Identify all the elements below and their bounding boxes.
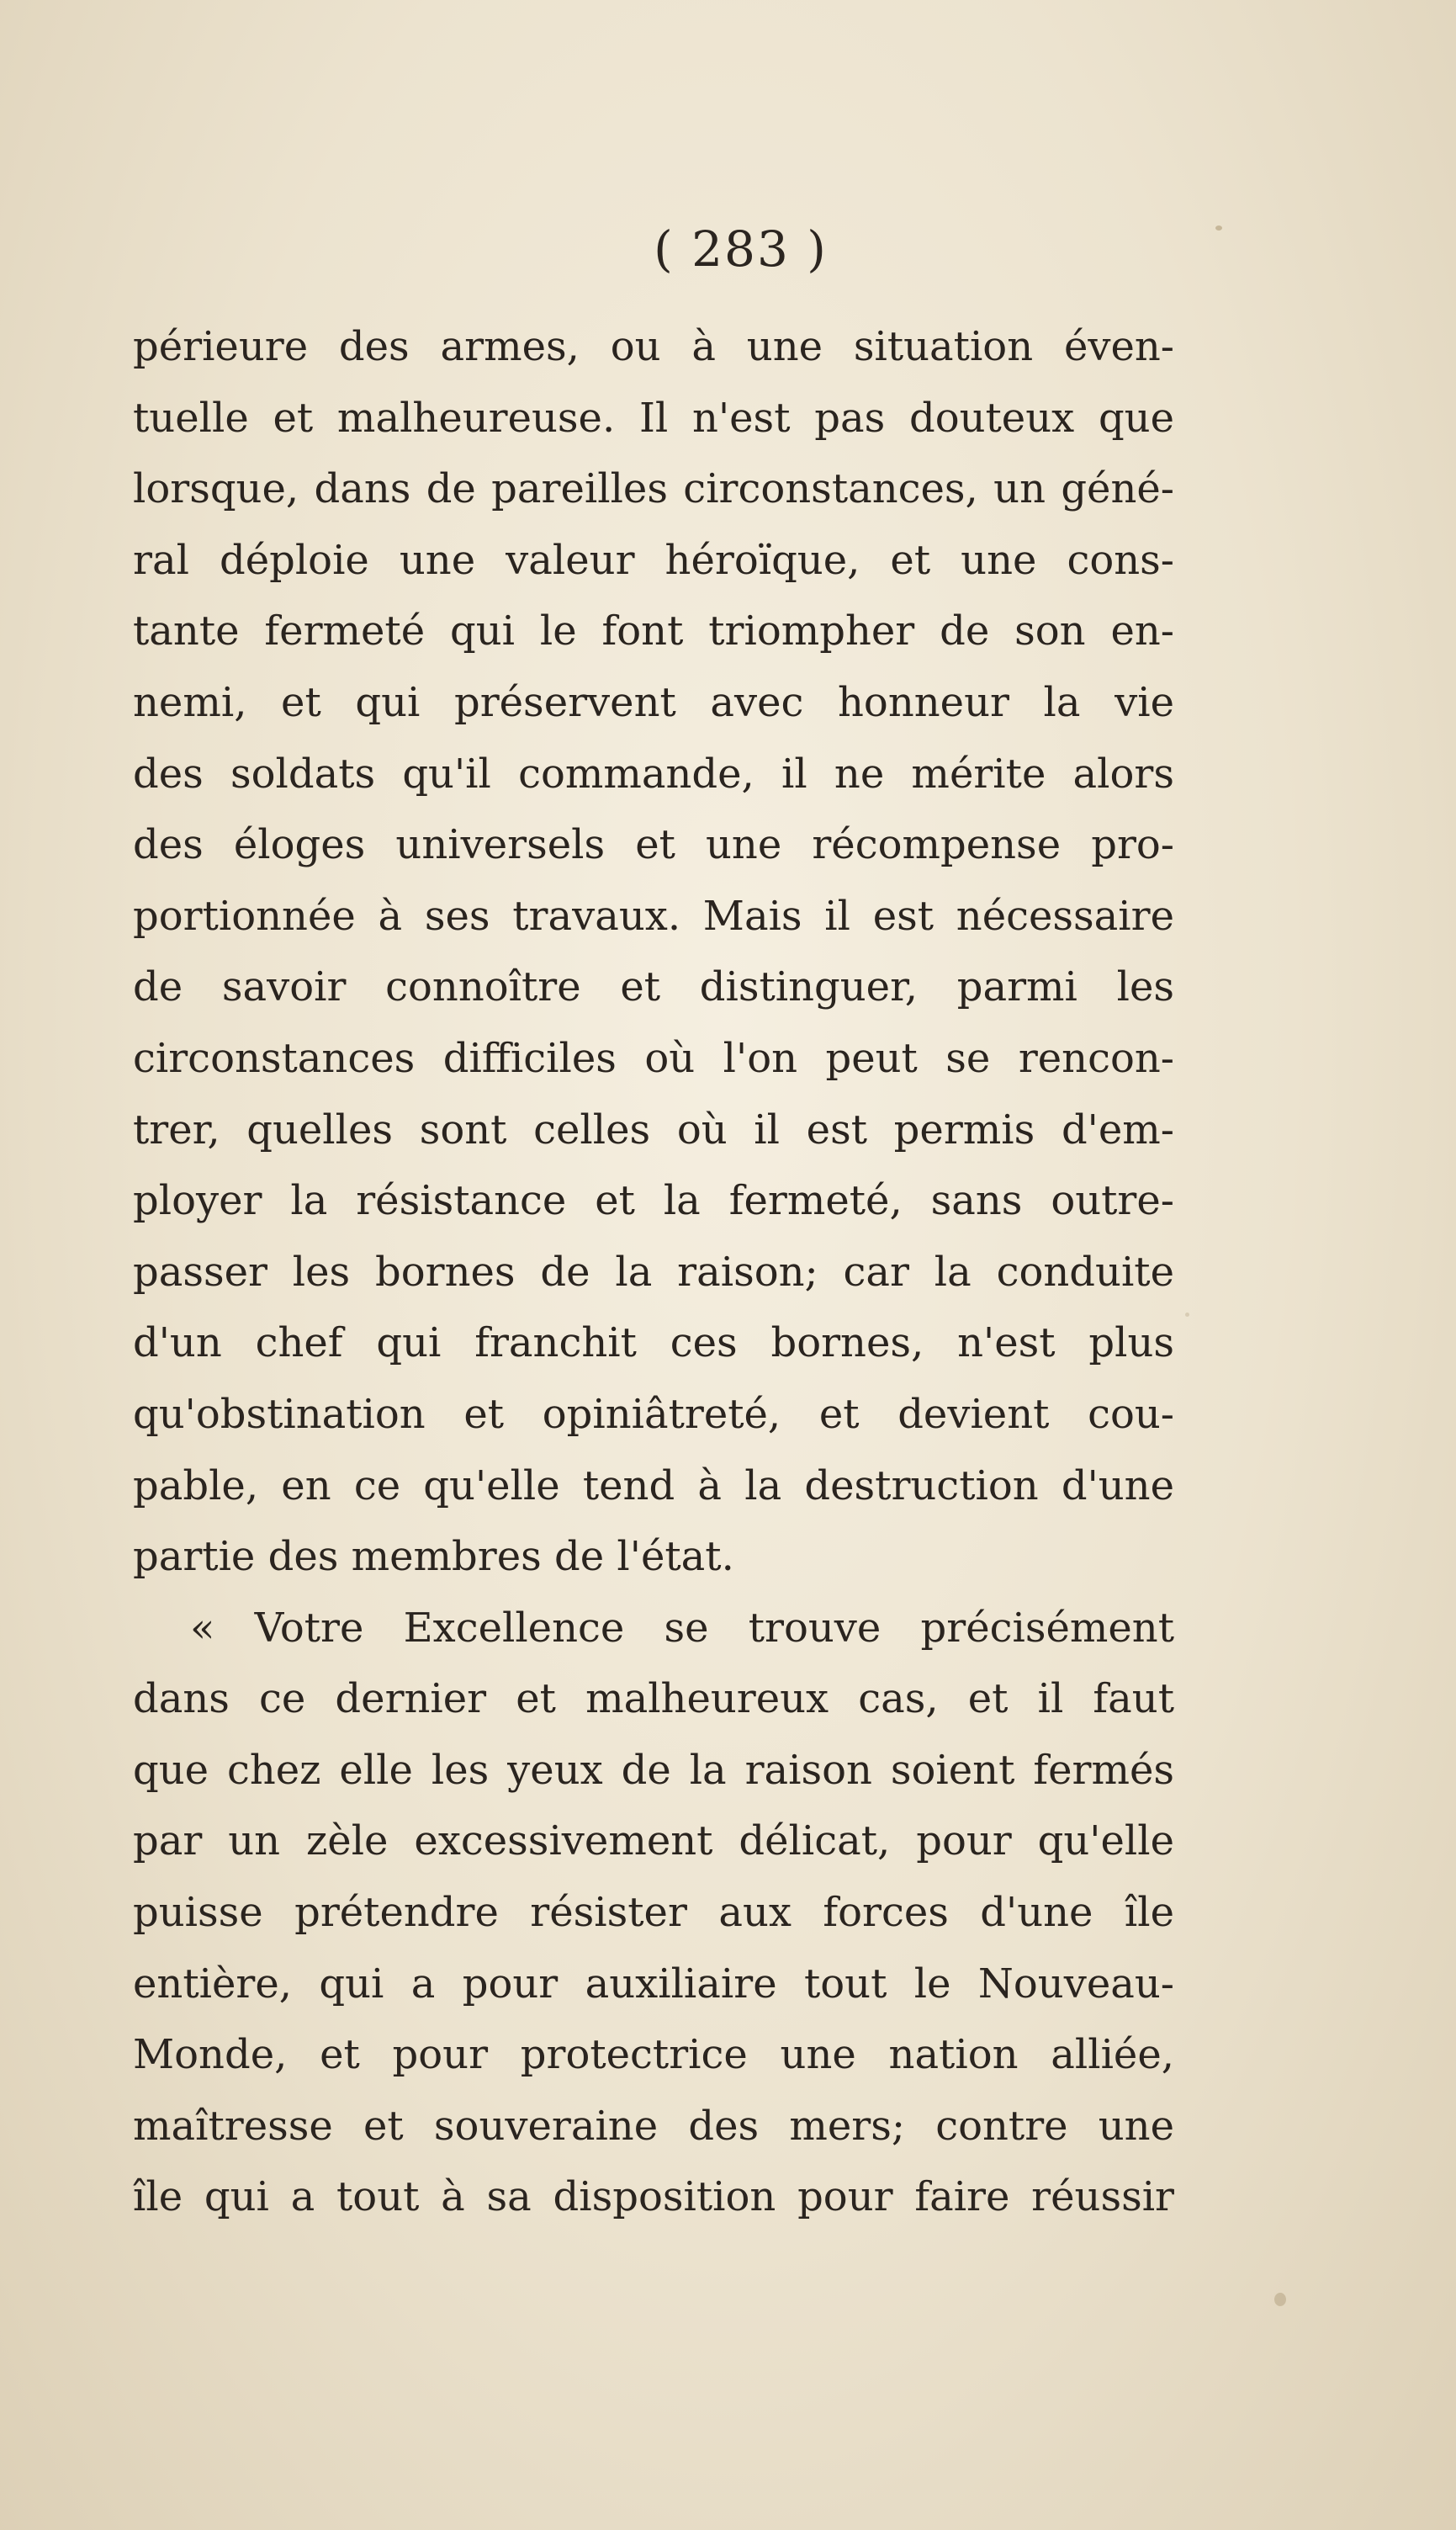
text-line: que chez elle les yeux de la raison soient fermés bbox=[133, 1746, 1174, 1794]
text-line: nemi, et qui préservent avec honneur la vie bbox=[133, 678, 1174, 726]
paper-speck bbox=[1185, 1313, 1189, 1317]
text-line: partie des membres de l'état. bbox=[133, 1533, 734, 1581]
text-line: entière, qui a pour auxiliaire tout le Nouveau- bbox=[133, 1960, 1174, 2008]
text-line: d'un chef qui franchit ces bornes, n'est plus bbox=[133, 1319, 1174, 1367]
text-line: dans ce dernier et malheureux cas, et il faut bbox=[133, 1675, 1174, 1723]
text-line: Monde, et pour protectrice une nation alliée, bbox=[133, 2031, 1174, 2079]
text-line: portionnée à ses travaux. Mais il est nécessaire bbox=[133, 892, 1174, 940]
text-line: qu'obstination et opiniâtreté, et devient cou- bbox=[133, 1390, 1174, 1438]
text-line: par un zèle excessivement délicat, pour qu'elle bbox=[133, 1817, 1174, 1865]
text-line: tuelle et malheureuse. Il n'est pas douteux que bbox=[133, 394, 1174, 442]
text-line: circonstances difficiles où l'on peut se rencon- bbox=[133, 1034, 1174, 1082]
text-line: lorsque, dans de pareilles circonstances, un géné- bbox=[133, 465, 1174, 513]
page-number: ( 283 ) bbox=[654, 220, 828, 278]
text-line: pable, en ce qu'elle tend à la destruction d'une bbox=[133, 1461, 1174, 1509]
text-line: ployer la résistance et la fermeté, sans outre- bbox=[133, 1177, 1174, 1225]
paper-speck bbox=[1274, 2293, 1286, 2306]
text-line: puisse prétendre résister aux forces d'une île bbox=[133, 1889, 1174, 1937]
text-line: trer, quelles sont celles où il est permis d'em- bbox=[133, 1106, 1174, 1154]
text-line: passer les bornes de la raison; car la conduite bbox=[133, 1248, 1174, 1296]
page-body-text bbox=[133, 311, 1174, 2233]
text-line: maîtresse et souveraine des mers; contre une bbox=[133, 2102, 1174, 2150]
paragraph-2 bbox=[133, 1593, 1174, 2233]
text-line: des éloges universels et une récompense pro- bbox=[133, 821, 1174, 869]
text-line: île qui a tout à sa disposition pour faire réussir bbox=[133, 2173, 1174, 2221]
text-line: tante fermeté qui le font triompher de son en- bbox=[133, 607, 1174, 655]
text-line: périeure des armes, ou à une situation éven- bbox=[133, 323, 1174, 370]
text-line: ral déploie une valeur héroïque, et une cons- bbox=[133, 536, 1174, 584]
text-line: « Votre Excellence se trouve précisément bbox=[190, 1604, 1174, 1652]
text-line: de savoir connoître et distinguer, parmi les bbox=[133, 963, 1174, 1011]
text-line: des soldats qu'il commande, il ne mérite alors bbox=[133, 750, 1174, 798]
paragraph-1 bbox=[133, 311, 1174, 1593]
paper-speck bbox=[1215, 225, 1222, 231]
